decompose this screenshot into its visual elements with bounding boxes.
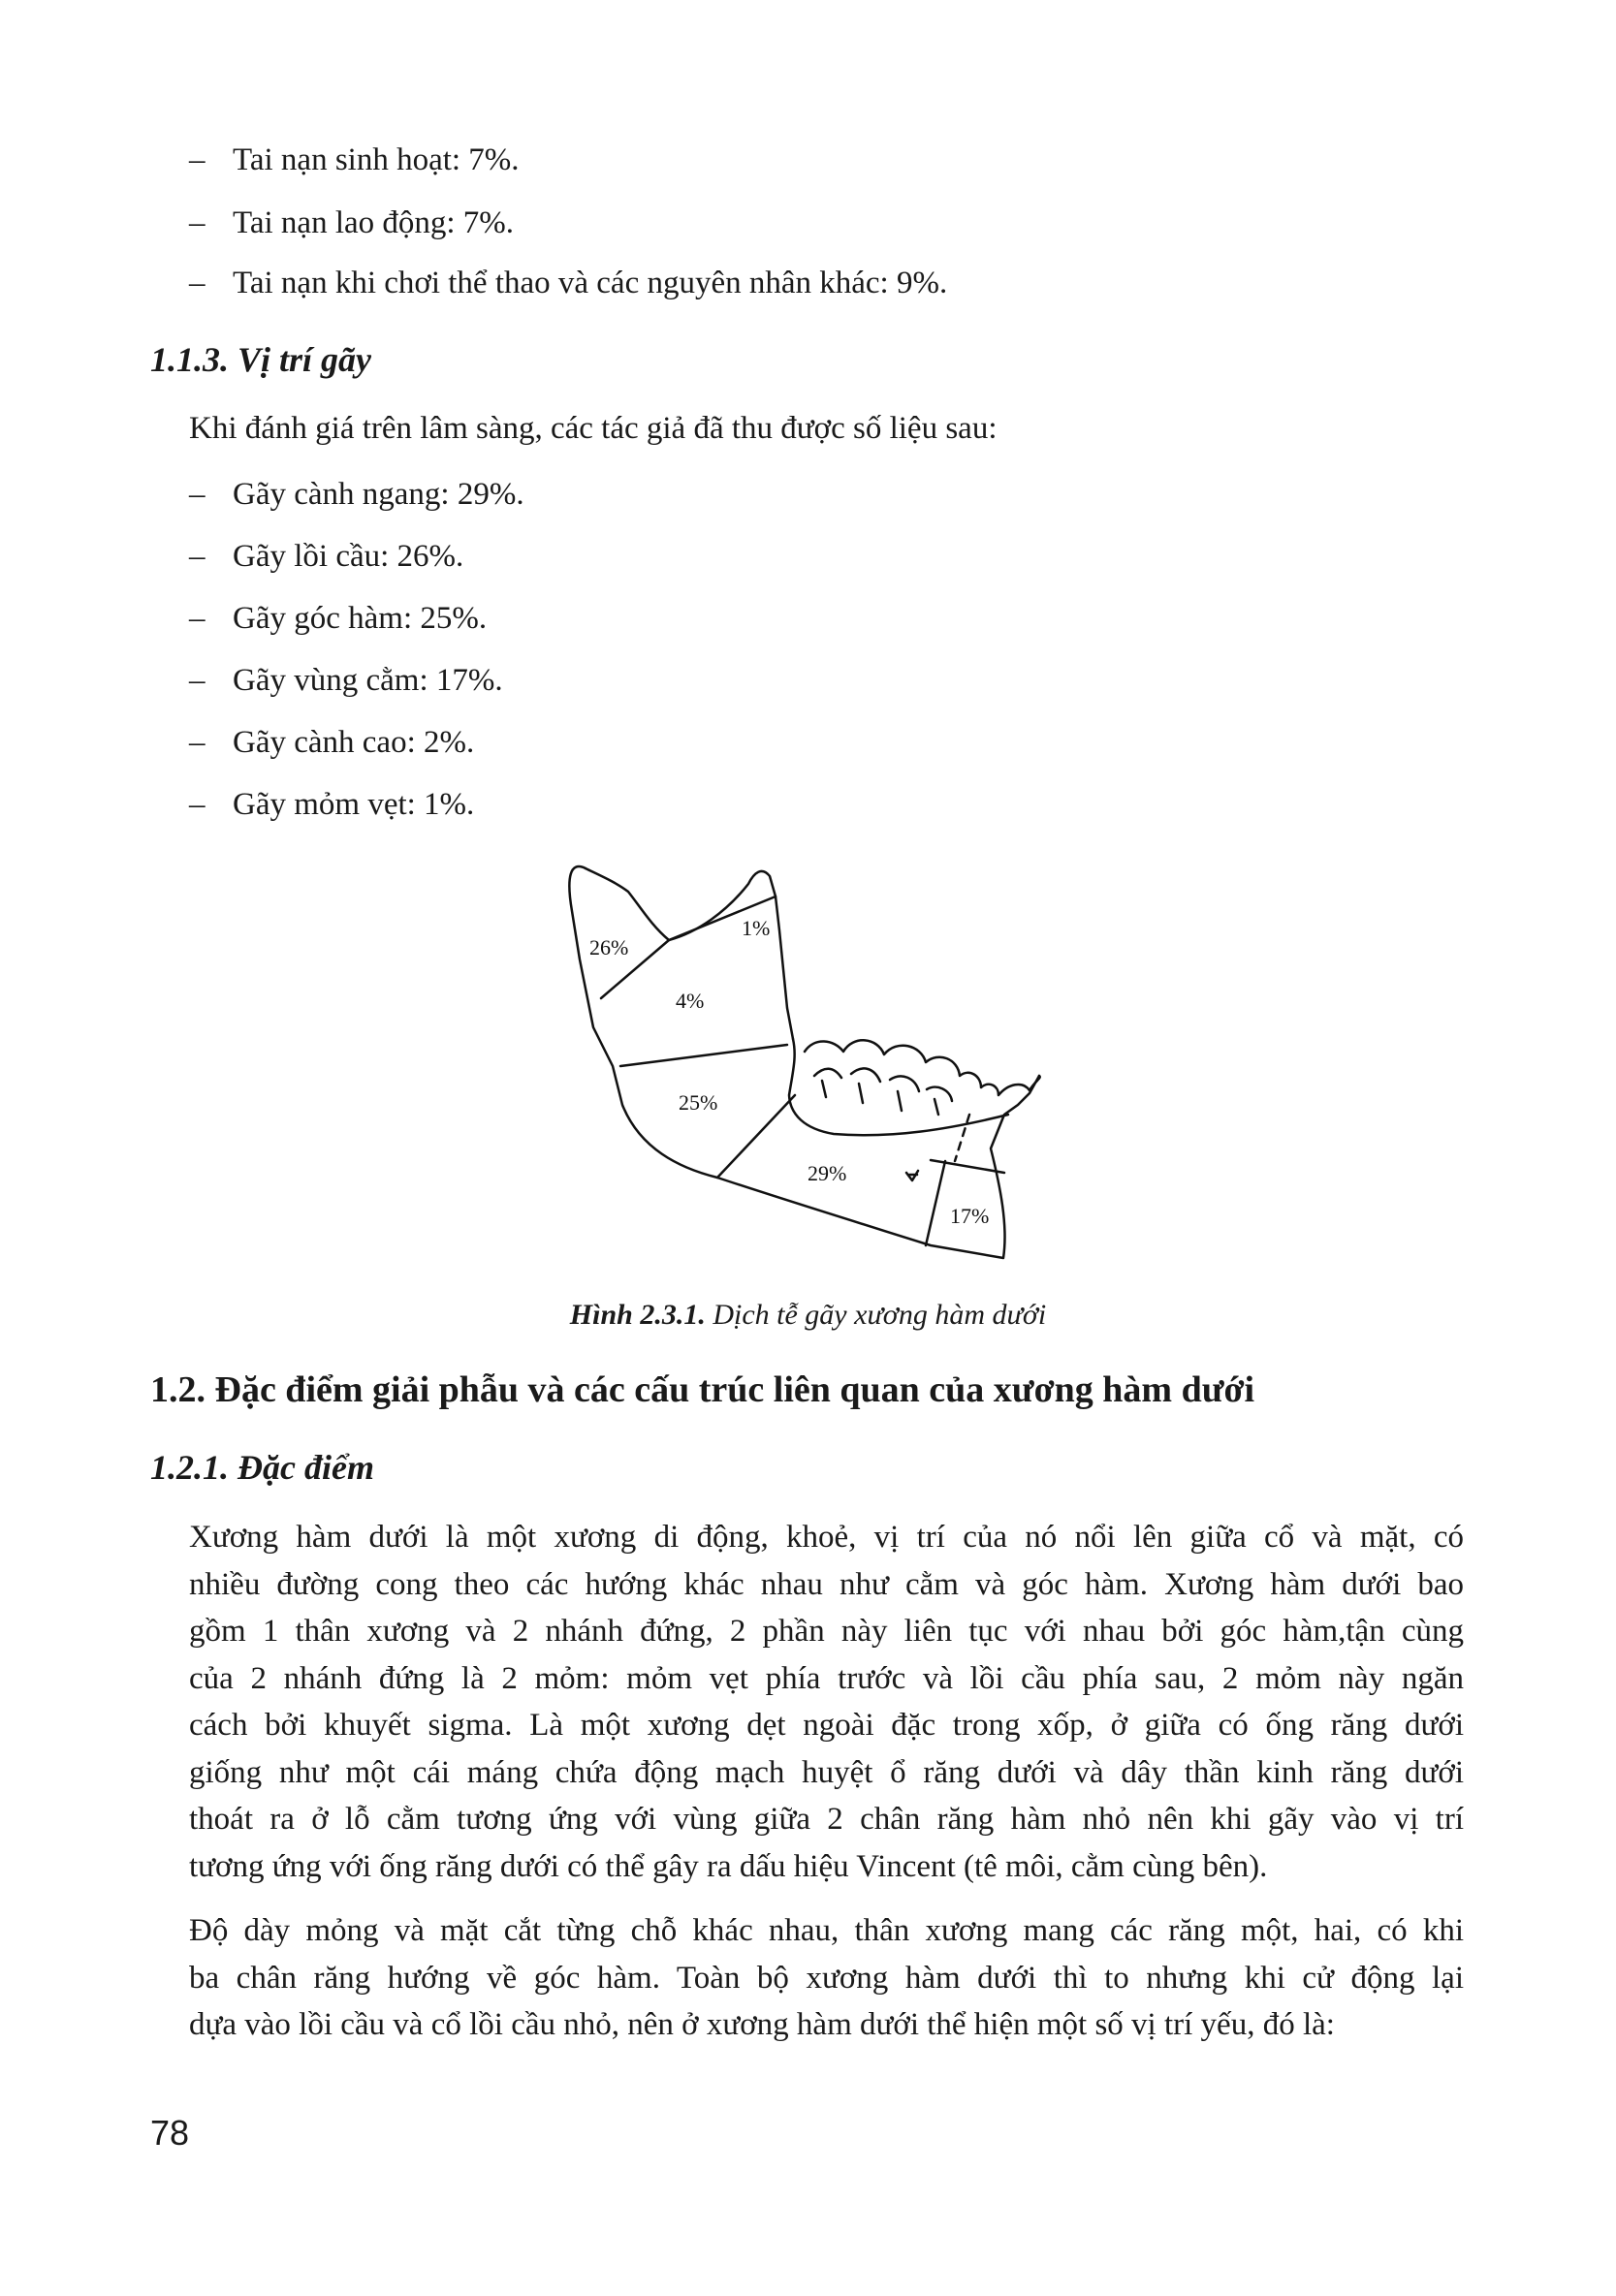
list-dash: –: [189, 142, 206, 177]
list-item: Gãy cành ngang: 29%.: [233, 477, 524, 512]
list-item: Gãy mỏm vẹt: 1%.: [233, 787, 475, 822]
list-dash: –: [189, 205, 206, 240]
paragraph-line: dựa vào lồi cầu và cổ lồi cầu nhỏ, nên ở xương hàm dưới thể hiện một số vị trí yếu, đó là:: [189, 2007, 1335, 2042]
section-heading-1-2: 1.2. Đặc điểm giải phẫu và các cấu trúc liên quan của xương hàm dưới: [150, 1369, 1255, 1410]
paragraph-line: cách bởi khuyết sigma. Là một xương dẹt ngoài đặc trong xốp, ở giữa có ống răng dưới: [189, 1708, 1464, 1743]
label-chin: 17%: [950, 1204, 990, 1228]
label-condyle: 26%: [589, 935, 629, 959]
caption-text: Dịch tễ gãy xương hàm dưới: [713, 1299, 1047, 1331]
section-intro: Khi đánh giá trên lâm sàng, các tác giả đã thu được số liệu sau:: [189, 411, 998, 446]
page-number: 78: [150, 2113, 190, 2153]
paragraph-line: ba chân răng hướng về góc hàm. Toàn bộ xương hàm dưới thì to nhưng khi cử động lại: [189, 1960, 1464, 1996]
list-dash: –: [189, 539, 206, 574]
label-coronoid: 1%: [742, 916, 771, 940]
paragraph-line: tương ứng với ống răng dưới có thể gây ra dấu hiệu Vincent (tê môi, cằm cùng bên).: [189, 1848, 1268, 1884]
list-item: Gãy lồi cầu: 26%.: [233, 539, 464, 574]
list-item: Gãy góc hàm: 25%.: [233, 601, 488, 636]
list-dash: –: [189, 266, 206, 300]
label-high-ramus: 4%: [676, 989, 705, 1013]
paragraph-line: của 2 nhánh đứng là 2 mỏm: mỏm vẹt phía trước và lồi cầu phía sau, 2 mỏm này ngăn: [189, 1660, 1464, 1696]
paragraph-2: [189, 1907, 1464, 2049]
mandible-outline: [569, 866, 1039, 1258]
list-item: Tai nạn khi chơi thể thao và các nguyên nhân khác: 9%.: [233, 266, 948, 300]
paragraph-line: nhiều đường cong theo các hướng khác nhau như cằm và góc hàm. Xương hàm dưới bao: [189, 1566, 1464, 1602]
figure-caption: [0, 1299, 1616, 1332]
list-item: Tai nạn sinh hoạt: 7%.: [233, 142, 520, 177]
list-dash: –: [189, 787, 206, 822]
section-heading-1-1-3: 1.1.3. Vị trí gãy: [150, 340, 372, 379]
list-dash: –: [189, 725, 206, 760]
paragraph-line: Xương hàm dưới là một xương di động, khoẻ, vị trí của nó nổi lên giữa cổ và mặt, có: [189, 1520, 1464, 1555]
list-dash: –: [189, 663, 206, 698]
list-item: Gãy vùng cằm: 17%.: [233, 663, 503, 698]
label-body: 29%: [808, 1161, 847, 1185]
paragraph-line: giống như một cái máng chứa động mạch huyệt ổ răng dưới và dây thần kinh răng dưới: [189, 1754, 1464, 1790]
label-angle: 25%: [679, 1090, 718, 1115]
paragraph-line: Độ dày mỏng và mặt cắt từng chỗ khác nhau, thân xương mang các răng một, hai, có khi: [189, 1913, 1464, 1948]
paragraph-line: gồm 1 thân xương và 2 nhánh đứng, 2 phần này liên tục với nhau bởi góc hàm,tận cùng: [189, 1614, 1464, 1649]
list-dash: –: [189, 601, 206, 636]
list-item: Gãy cành cao: 2%.: [233, 725, 475, 760]
caption-number: Hình 2.3.1.: [569, 1299, 706, 1331]
paragraph-1: [189, 1514, 1464, 1890]
list-dash: –: [189, 477, 206, 512]
paragraph-line: thoát ra ở lỗ cằm tương ứng với vùng giữa 2 chân răng hàm nhỏ nên khi gãy vào vị trí: [189, 1802, 1464, 1837]
list-item: Tai nạn lao động: 7%.: [233, 205, 515, 240]
section-heading-1-2-1: 1.2.1. Đặc điểm: [150, 1448, 374, 1487]
